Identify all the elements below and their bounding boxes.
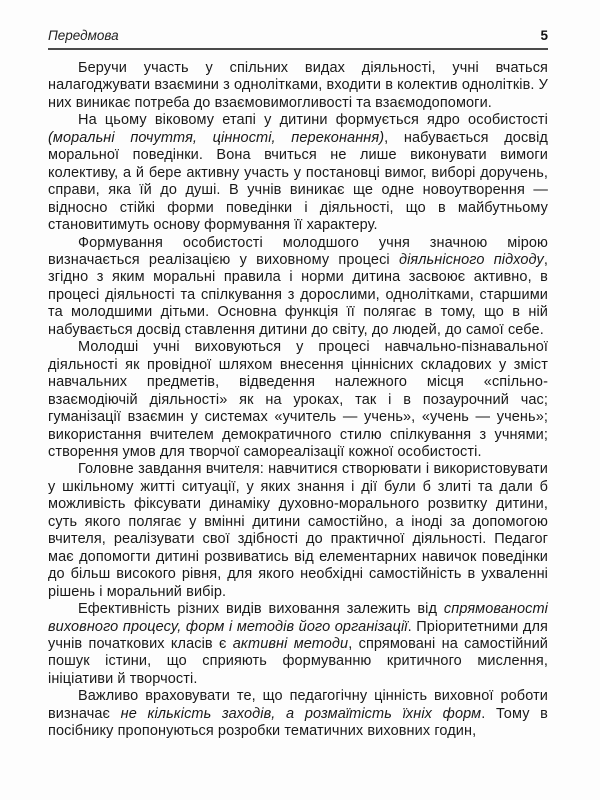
paragraph xyxy=(48,601,548,688)
italic-text-run: (моральні почуття, цінності, переконання) xyxy=(48,129,385,146)
text-run: , спрямовані на самостійний пошук істини, що сприяють формуванню критичного мислення, ініціативи й творчості. xyxy=(48,635,548,687)
paragraph xyxy=(48,461,548,601)
text-run: Молодші учні виховуються у процесі навчально-пізнавальної діяльності як провідної шляхом внесення ціннісних складових у зміст навчальних предметів, відведення належного місця «спільно-взаємодіючій діяльності» як на уроках, так і в позаурочний час; гуманізації взаємин у системах «учитель — учень», «учень — учень»; використання вчителем демократичного стилю спілкування з учнями; створення умов для творчої самореалізації кожної особистості. xyxy=(48,339,548,460)
page-body xyxy=(48,60,548,741)
paragraph xyxy=(48,60,548,112)
text-run: На цьому віковому етапі у дитини формується ядро особистості xyxy=(78,112,548,129)
italic-text-run: активні методи xyxy=(232,635,349,652)
italic-text-run: не кількість заходів, а розмаїтість їхніх форм xyxy=(120,705,482,722)
italic-text-run: діяльнісного підходу xyxy=(398,251,544,268)
paragraph xyxy=(48,235,548,340)
italic-text-run: спрямованості виховного процесу, форм і методів його організації xyxy=(48,601,548,635)
text-run: . Тому в посібнику пропонуються розробки тематичних виховних годин, xyxy=(48,705,548,740)
text-run: Беручи участь у спільних видах діяльності, учні вчаться налагоджувати взаємини з однолітками, входити в колектив однолітків. У них виникає потреба до взаємовимогливості та взаємодопомоги. xyxy=(48,60,548,111)
text-run: . Пріоритетними для учнів початкових класів є xyxy=(48,618,548,652)
text-run: , згідно з яким моральні правила і норми дитина засвоює активно, в процесі діяльності та спілкування з дорослими, однолітками, старшими та молодшими дітьми. Основна функція її полягає в тому, що в ній набувається досвід ставлення дитини до світу, до людей, до самої себе. xyxy=(48,251,548,338)
header-rule xyxy=(48,48,548,50)
text-run: , набувається досвід моральної поведінки. Вона вчиться не лише виконувати вимоги колективу, а й бере активну участь у постановці вимог, виборі доручень, справи, яка їй до душі. В учнів виникає ще одне новоутворення — відносно стійкі форми поведінки і діяльності, що в майбутньому становитимуть основу формування її характеру. xyxy=(48,129,548,234)
chapter-title: Передмова xyxy=(48,28,119,43)
paragraph xyxy=(48,112,548,234)
text-run: Важливо враховувати те, що педагогічну цінність виховної роботи визначає xyxy=(48,688,548,722)
text-run: Головне завдання вчителя: навчитися створювати і використовувати у шкільному житті ситуації, у яких знання і дії були б злиті та дали б можливість фіксувати динаміку духовно-морального розвитку дитини, суть якого полягає у вмінні дитини самостійно, а іноді за допомогою вчителя, реалізувати свої здібності до практичної діяльності. Педагог має допомогти дитині розвиватись від елементарних навичок поведінки до більш високого рівня, для якого необхідні самостійність в ухваленні рішень і моральний вибір. xyxy=(48,461,548,600)
paragraph xyxy=(48,339,548,461)
text-run: Ефективність різних видів виховання залежить від xyxy=(78,601,444,618)
paragraph xyxy=(48,688,548,740)
text-run: Формування особистості молодшого учня значною мірою визначається реалізацією у виховному процесі xyxy=(48,234,548,268)
page-number: 5 xyxy=(540,28,548,43)
running-header xyxy=(48,28,548,48)
